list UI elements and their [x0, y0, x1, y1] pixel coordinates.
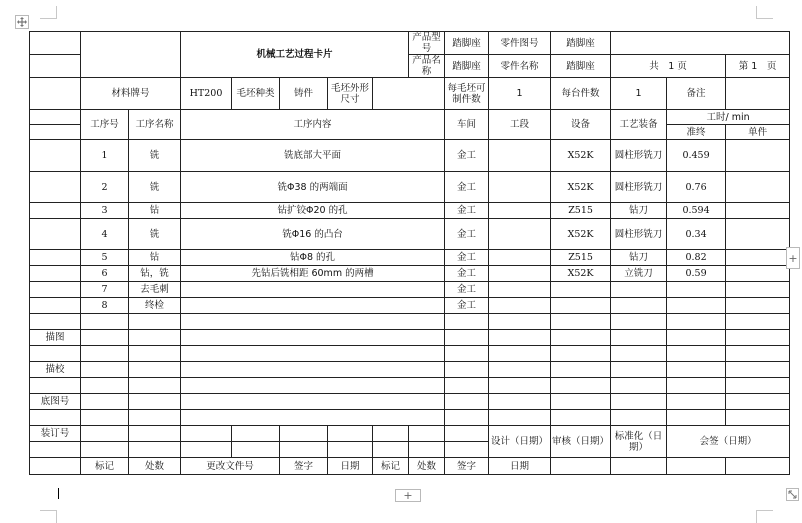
- side-blank-cell: [30, 125, 81, 140]
- empty-cell: [181, 362, 445, 378]
- header-tooling: 工艺装备: [611, 110, 667, 140]
- empty-cell: [280, 426, 328, 442]
- op-section: [489, 172, 551, 203]
- op-workshop: 金工: [445, 266, 489, 282]
- header-op-content: 工序内容: [181, 110, 445, 140]
- footer-mark: 标记: [81, 458, 129, 475]
- empty-cell: [445, 362, 489, 378]
- op-equipment: Z515: [551, 250, 611, 266]
- header-workshop: 车间: [445, 110, 489, 140]
- empty-cell: [726, 330, 790, 346]
- empty-cell: [445, 426, 489, 442]
- resize-icon: [788, 490, 797, 499]
- empty-cell: [667, 410, 726, 426]
- empty-cell: [611, 346, 667, 362]
- op-prep-time: 0.34: [667, 219, 726, 250]
- op-workshop: 金工: [445, 282, 489, 298]
- empty-cell: [409, 426, 445, 442]
- page-corner-mark: [756, 6, 773, 19]
- blank-type-label: 毛坯种类: [232, 78, 280, 110]
- footer-mark-2: 标记: [373, 458, 409, 475]
- side-blank-cell: [30, 346, 81, 362]
- op-content: 铣Φ16 的凸台: [181, 219, 445, 250]
- empty-cell: [81, 346, 129, 362]
- empty-cell: [551, 314, 611, 330]
- design-date: 设计（日期）: [489, 426, 551, 458]
- op-section: [489, 140, 551, 172]
- empty-cell: [232, 426, 280, 442]
- empty-cell: [81, 442, 129, 458]
- empty-cell: [551, 378, 611, 394]
- trace-label: 描图: [30, 330, 81, 346]
- table-move-handle[interactable]: [15, 15, 29, 29]
- empty-cell: [611, 378, 667, 394]
- empty-cell: [611, 394, 667, 410]
- op-name: 钻: [129, 250, 181, 266]
- blank-type-value: 铸件: [280, 78, 328, 110]
- footer-count-2: 处数: [409, 458, 445, 475]
- op-no: 1: [81, 140, 129, 172]
- side-blank-cell: [30, 378, 81, 394]
- op-prep-time: 0.82: [667, 250, 726, 266]
- op-prep-time: [667, 298, 726, 314]
- footer-date: 日期: [328, 458, 373, 475]
- part-drawing-label: 零件图号: [489, 32, 551, 55]
- page-corner-mark: [40, 510, 57, 523]
- op-workshop: 金工: [445, 140, 489, 172]
- blank-size-value: [373, 78, 445, 110]
- op-no: 6: [81, 266, 129, 282]
- empty-cell: [726, 346, 790, 362]
- op-equipment: X52K: [551, 140, 611, 172]
- op-unit-time: [726, 266, 790, 282]
- op-prep-time: [667, 282, 726, 298]
- empty-cell: [611, 362, 667, 378]
- empty-cell: [551, 330, 611, 346]
- side-blank-cell: [30, 55, 81, 78]
- op-workshop: 金工: [445, 203, 489, 219]
- part-name-label: 零件名称: [489, 55, 551, 78]
- op-tooling: [611, 282, 667, 298]
- side-blank-cell: [30, 298, 81, 314]
- empty-cell: [489, 346, 551, 362]
- empty-cell: [489, 362, 551, 378]
- header-unit-time: 单件: [726, 125, 790, 140]
- empty-cell: [489, 410, 551, 426]
- empty-cell: [667, 346, 726, 362]
- op-tooling: [611, 298, 667, 314]
- side-blank-cell: [30, 410, 81, 426]
- side-blank-cell: [30, 78, 81, 110]
- product-name-value: 踏脚座: [445, 55, 489, 78]
- empty-cell: [181, 442, 232, 458]
- side-blank-cell: [30, 458, 81, 475]
- process-card-table: [29, 31, 790, 475]
- empty-cell: [129, 442, 181, 458]
- side-blank-cell: [30, 266, 81, 282]
- op-unit-time: [726, 140, 790, 172]
- op-no: 3: [81, 203, 129, 219]
- empty-cell: [81, 426, 129, 442]
- op-no: 7: [81, 282, 129, 298]
- move-arrows-icon: [17, 17, 27, 27]
- op-content: 钻扩铰Φ20 的孔: [181, 203, 445, 219]
- op-prep-time: 0.59: [667, 266, 726, 282]
- empty-cell: [181, 410, 445, 426]
- footer-count: 处数: [129, 458, 181, 475]
- page-corner-mark: [40, 6, 57, 19]
- op-no: 8: [81, 298, 129, 314]
- empty-cell: [81, 378, 129, 394]
- op-prep-time: 0.594: [667, 203, 726, 219]
- op-content: 钻Φ8 的孔: [181, 250, 445, 266]
- remark-value: [726, 78, 790, 110]
- op-tooling: 钻刀: [611, 203, 667, 219]
- op-name: 铣: [129, 219, 181, 250]
- op-tooling: 立铣刀: [611, 266, 667, 282]
- side-blank-cell: [30, 250, 81, 266]
- side-blank-cell: [30, 282, 81, 298]
- op-name: 终检: [129, 298, 181, 314]
- trace-check-label: 描校: [30, 362, 81, 378]
- op-equipment: X52K: [551, 219, 611, 250]
- blank-size-label: 毛坯外形尺寸: [328, 78, 373, 110]
- part-drawing-value: 踏脚座: [551, 32, 611, 55]
- empty-cell: [181, 314, 445, 330]
- empty-cell: [445, 346, 489, 362]
- op-section: [489, 298, 551, 314]
- empty-cell: [445, 442, 489, 458]
- op-content: [181, 282, 445, 298]
- op-workshop: 金工: [445, 250, 489, 266]
- empty-cell: [489, 378, 551, 394]
- op-section: [489, 250, 551, 266]
- empty-cell: [328, 442, 373, 458]
- op-section: [489, 219, 551, 250]
- op-workshop: 金工: [445, 172, 489, 203]
- remark-label: 备注: [667, 78, 726, 110]
- header-blank-cell: [611, 32, 790, 55]
- product-name-label: 产品名称: [409, 55, 445, 78]
- empty-cell: [373, 426, 409, 442]
- side-blank-cell: [30, 314, 81, 330]
- empty-cell: [667, 314, 726, 330]
- empty-cell: [373, 442, 409, 458]
- empty-cell: [611, 330, 667, 346]
- op-equipment: [551, 298, 611, 314]
- empty-cell: [181, 346, 445, 362]
- footer-date-2: 日期: [489, 458, 551, 475]
- empty-cell: [667, 394, 726, 410]
- empty-cell: [181, 394, 445, 410]
- header-op-name: 工序名称: [129, 110, 181, 140]
- side-blank-cell: [30, 140, 81, 172]
- header-equipment: 设备: [551, 110, 611, 140]
- op-section: [489, 203, 551, 219]
- insert-column-button[interactable]: [786, 247, 800, 269]
- footer-change-doc: 更改文件号: [181, 458, 280, 475]
- table-resize-handle[interactable]: [786, 488, 799, 501]
- side-blank-cell: [30, 442, 81, 458]
- header-op-no: 工序号: [81, 110, 129, 140]
- empty-cell: [489, 314, 551, 330]
- op-tooling: 圆柱形铣刀: [611, 140, 667, 172]
- op-unit-time: [726, 250, 790, 266]
- op-no: 2: [81, 172, 129, 203]
- op-prep-time: 0.76: [667, 172, 726, 203]
- empty-cell: [489, 330, 551, 346]
- empty-cell: [551, 394, 611, 410]
- empty-cell: [726, 314, 790, 330]
- empty-cell: [181, 426, 232, 442]
- op-section: [489, 282, 551, 298]
- countersign-date: 会签（日期）: [667, 426, 790, 458]
- empty-cell: [611, 314, 667, 330]
- page-number: 第 1 页: [726, 55, 790, 78]
- empty-cell: [81, 362, 129, 378]
- op-section: [489, 266, 551, 282]
- empty-cell: [129, 314, 181, 330]
- empty-cell: [726, 362, 790, 378]
- parts-per-blank-label: 每毛坯可制件数: [445, 78, 489, 110]
- header-time: 工时/ min: [667, 110, 790, 125]
- footer-sign: 签字: [280, 458, 328, 475]
- insert-row-button[interactable]: [395, 489, 421, 502]
- empty-cell: [81, 330, 129, 346]
- op-prep-time: 0.459: [667, 140, 726, 172]
- empty-cell: [551, 410, 611, 426]
- empty-cell: [551, 362, 611, 378]
- op-equipment: X52K: [551, 266, 611, 282]
- empty-cell: [726, 410, 790, 426]
- op-name: 钻，铣: [129, 266, 181, 282]
- op-content: 先钻后铣相距 60mm 的两槽: [181, 266, 445, 282]
- empty-cell: [129, 410, 181, 426]
- empty-cell: [81, 410, 129, 426]
- empty-cell: [129, 426, 181, 442]
- product-model-label: 产品型号: [409, 32, 445, 55]
- op-unit-time: [726, 298, 790, 314]
- empty-cell: [81, 314, 129, 330]
- op-workshop: 金工: [445, 298, 489, 314]
- header-prep-time: 准终: [667, 125, 726, 140]
- op-no: 5: [81, 250, 129, 266]
- op-unit-time: [726, 282, 790, 298]
- op-tooling: 圆柱形铣刀: [611, 172, 667, 203]
- empty-cell: [551, 458, 611, 475]
- empty-cell: [129, 330, 181, 346]
- empty-cell: [81, 394, 129, 410]
- empty-cell: [667, 330, 726, 346]
- op-unit-time: [726, 219, 790, 250]
- op-tooling: 圆柱形铣刀: [611, 219, 667, 250]
- card-title: 机械工艺过程卡片: [181, 32, 409, 78]
- empty-cell: [551, 346, 611, 362]
- empty-cell: [280, 442, 328, 458]
- logo-blank-cell: [81, 32, 181, 78]
- op-tooling: 钻刀: [611, 250, 667, 266]
- empty-cell: [726, 378, 790, 394]
- empty-cell: [445, 410, 489, 426]
- side-blank-cell: [30, 32, 81, 55]
- op-name: 去毛刺: [129, 282, 181, 298]
- op-content: 铣底部大平面: [181, 140, 445, 172]
- side-blank-cell: [30, 172, 81, 203]
- op-no: 4: [81, 219, 129, 250]
- empty-cell: [129, 362, 181, 378]
- base-no-label: 底图号: [30, 394, 81, 410]
- op-content: [181, 298, 445, 314]
- standardization-date: 标准化（日期）: [611, 426, 667, 458]
- op-equipment: X52K: [551, 172, 611, 203]
- empty-cell: [667, 458, 726, 475]
- parts-per-blank-value: 1: [489, 78, 551, 110]
- empty-cell: [129, 346, 181, 362]
- footer-sign-2: 签字: [445, 458, 489, 475]
- part-name-value: 踏脚座: [551, 55, 611, 78]
- op-unit-time: [726, 172, 790, 203]
- material-label: 材料牌号: [81, 78, 181, 110]
- product-model-value: 踏脚座: [445, 32, 489, 55]
- op-name: 铣: [129, 172, 181, 203]
- op-equipment: Z515: [551, 203, 611, 219]
- op-name: 钻: [129, 203, 181, 219]
- empty-cell: [726, 458, 790, 475]
- empty-cell: [328, 426, 373, 442]
- op-equipment: [551, 282, 611, 298]
- per-machine-value: 1: [611, 78, 667, 110]
- empty-cell: [129, 378, 181, 394]
- empty-cell: [445, 314, 489, 330]
- side-blank-cell: [30, 110, 81, 125]
- op-content: 铣Φ38 的两端面: [181, 172, 445, 203]
- empty-cell: [667, 378, 726, 394]
- empty-cell: [181, 330, 445, 346]
- empty-cell: [611, 458, 667, 475]
- header-section: 工段: [489, 110, 551, 140]
- total-pages: 共 1 页: [611, 55, 726, 78]
- empty-cell: [445, 378, 489, 394]
- op-name: 铣: [129, 140, 181, 172]
- per-machine-label: 每台件数: [551, 78, 611, 110]
- empty-cell: [667, 362, 726, 378]
- empty-cell: [489, 394, 551, 410]
- plus-icon: +: [788, 251, 798, 265]
- op-workshop: 金工: [445, 219, 489, 250]
- empty-cell: [181, 378, 445, 394]
- review-date: 审核（日期）: [551, 426, 611, 458]
- empty-cell: [611, 410, 667, 426]
- empty-cell: [445, 394, 489, 410]
- side-blank-cell: [30, 203, 81, 219]
- empty-cell: [445, 330, 489, 346]
- binding-no-label: 装订号: [30, 426, 81, 442]
- empty-cell: [409, 442, 445, 458]
- page-corner-mark: [756, 510, 773, 523]
- empty-cell: [726, 394, 790, 410]
- plus-icon: +: [403, 489, 413, 502]
- text-cursor: [58, 488, 59, 499]
- empty-cell: [129, 394, 181, 410]
- empty-cell: [232, 442, 280, 458]
- material-value: HT200: [181, 78, 232, 110]
- op-unit-time: [726, 203, 790, 219]
- side-blank-cell: [30, 219, 81, 250]
